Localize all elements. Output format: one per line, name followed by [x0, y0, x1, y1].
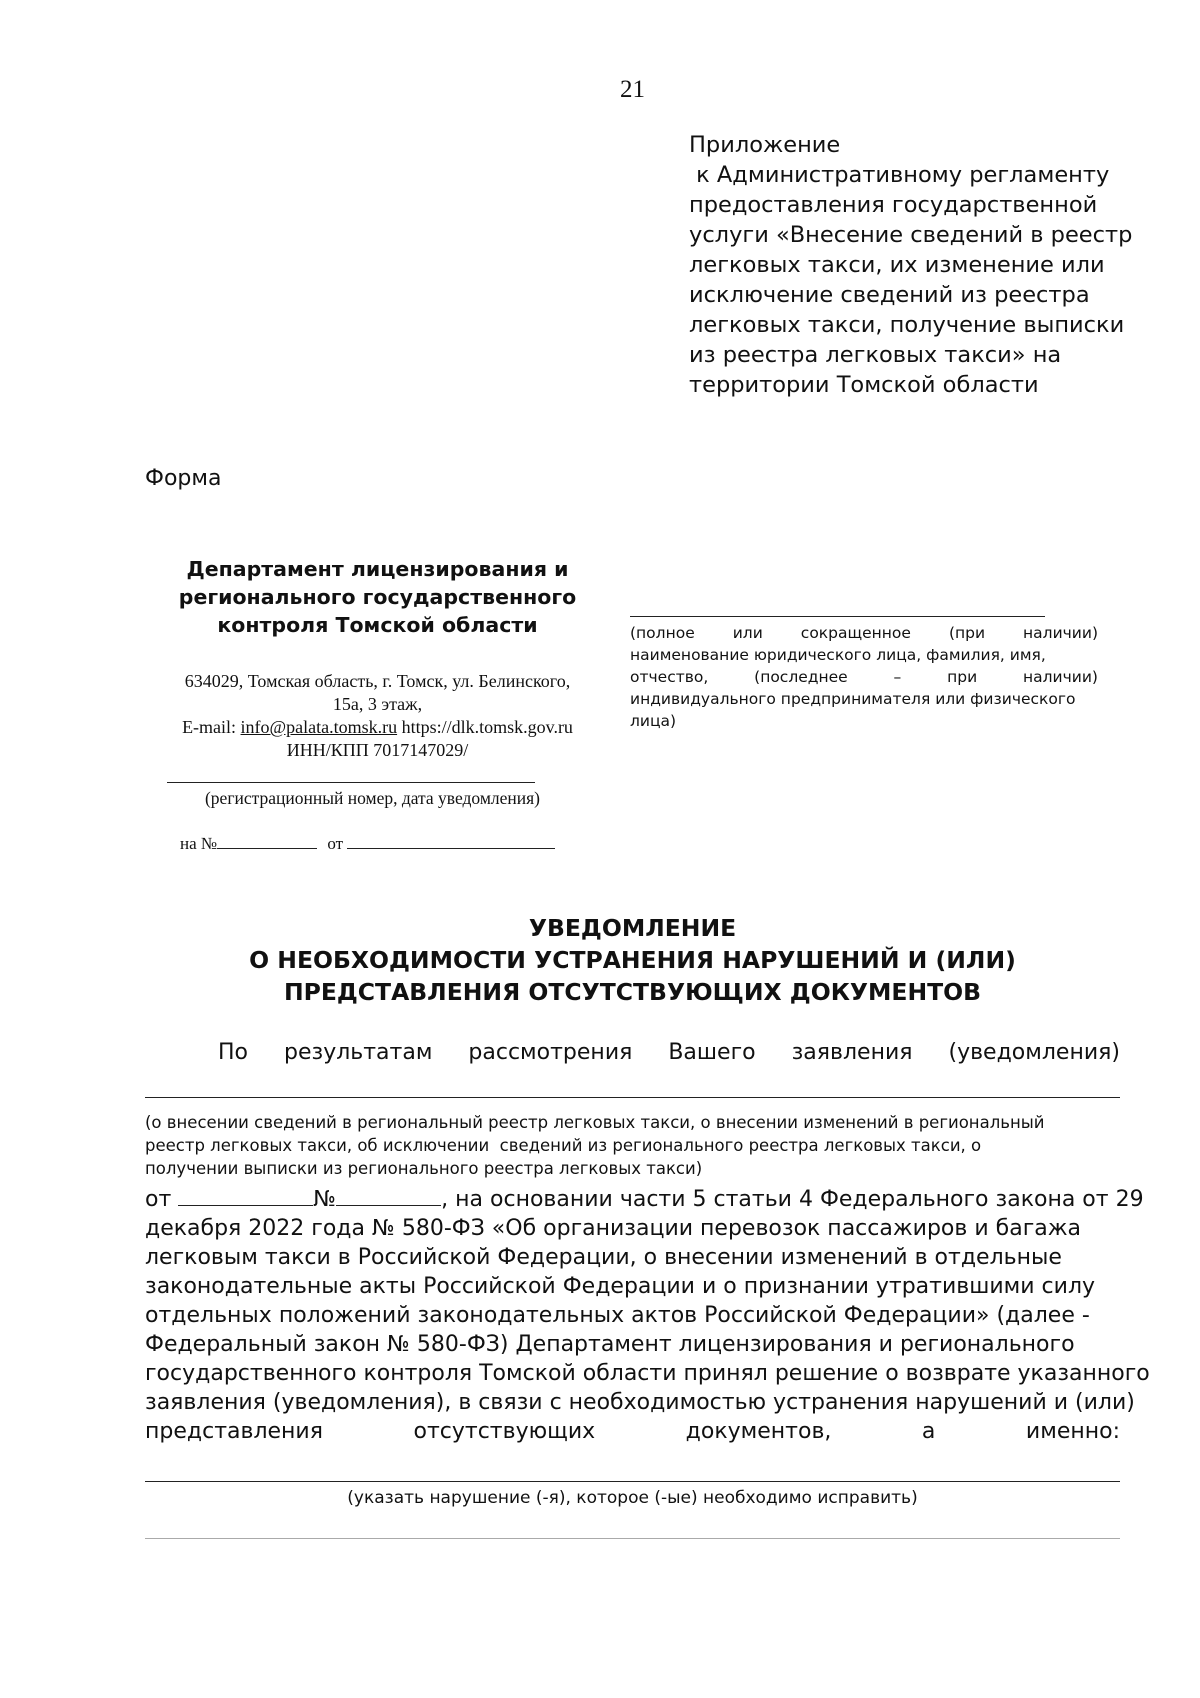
body-line-last: [145, 1417, 1120, 1446]
recipient-caption-line: наименование юридического лица, фамилия, имя,: [630, 646, 1046, 664]
website-text: https://dlk.tomsk.gov.ru: [397, 717, 573, 737]
address-line: 15а, 3 этаж,: [332, 694, 423, 714]
title-line: ПРЕДСТАВЛЕНИЯ ОТСУТСТВУЮЩИХ ДОКУМЕНТОВ: [283, 978, 982, 1006]
caption-word: (при: [948, 624, 986, 642]
violation-caption: (указать нарушение (-я), которое (-ые) необходимо исправить): [347, 1488, 918, 1508]
recipient-name-line[interactable]: [630, 616, 1045, 617]
ot-label: от: [327, 834, 344, 853]
intro-word: По: [218, 1040, 249, 1065]
application-number-field[interactable]: [336, 1187, 441, 1206]
caption-word: наличии): [1022, 668, 1098, 686]
application-date-field[interactable]: [178, 1187, 313, 1206]
body-no-label: №: [313, 1187, 337, 1212]
department-address: [150, 670, 605, 762]
body-line: декабря 2022 года № 580-ФЗ «Об организации перевозок пассажиров и багажа: [145, 1216, 1082, 1241]
intro-word: заявления: [791, 1040, 913, 1065]
notice-body: [145, 1185, 1150, 1446]
application-type-field[interactable]: [145, 1097, 1120, 1098]
form-label: Форма: [145, 466, 222, 491]
body-word: представления: [145, 1419, 323, 1444]
caption-line: (о внесении сведений в региональный реестр легковых такси, о внесении изменений в региональный: [145, 1113, 1045, 1132]
body-line: [145, 1185, 1144, 1214]
reference-number-row: [180, 834, 555, 854]
appendix-line: из реестра легковых такси» на: [689, 342, 1062, 368]
appendix-line: легковых такси, их изменение или: [689, 252, 1105, 278]
appendix-line: исключение сведений из реестра: [689, 282, 1090, 308]
appendix-line: легковых такси, получение выписки: [689, 312, 1125, 338]
recipient-caption: [630, 622, 1098, 732]
intro-word: рассмотрения: [468, 1040, 633, 1065]
intro-line: [218, 1040, 1120, 1065]
appendix-line: к Административному регламенту: [689, 162, 1110, 188]
intro-word: результатам: [284, 1040, 433, 1065]
page-number: 21: [620, 76, 645, 103]
reference-number-field[interactable]: [217, 834, 317, 849]
na-label: на №: [180, 834, 218, 853]
title-line: УВЕДОМЛЕНИЕ: [528, 914, 737, 942]
address-line: 634029, Томская область, г. Томск, ул. Белинского,: [184, 671, 571, 691]
department-name-line: контроля Томской области: [217, 613, 538, 637]
body-line: легковым такси в Российской Федерации, о внесении изменений в отдельные: [145, 1245, 1062, 1270]
appendix-line: территории Томской области: [689, 372, 1039, 398]
caption-word: отчество,: [630, 668, 709, 686]
caption-word: наличии): [1023, 624, 1098, 642]
intro-word: Вашего: [668, 1040, 756, 1065]
body-line: отдельных положений законодательных актов Российской Федерации» (далее -: [145, 1303, 1090, 1328]
recipient-caption-line: [630, 666, 1098, 688]
appendix-block: [689, 130, 1159, 400]
department-name-line: Департамент лицензирования и: [186, 557, 569, 581]
violation-extra-line[interactable]: [145, 1538, 1120, 1539]
body-line: заявления (уведомления), в связи с необходимостью устранения нарушений и (или): [145, 1390, 1135, 1415]
application-caption: [145, 1111, 1120, 1180]
caption-word: –: [893, 668, 902, 686]
recipient-caption-line: [630, 622, 1098, 644]
appendix-line: предоставления государственной: [689, 192, 1098, 218]
body-word: отсутствующих: [413, 1419, 596, 1444]
intro-word: (уведомления): [948, 1040, 1120, 1065]
body-word: именно:: [1025, 1419, 1120, 1444]
recipient-caption-line: индивидуального предпринимателя или физического: [630, 690, 1076, 708]
appendix-line: Приложение: [689, 132, 841, 158]
body-line: государственного контроля Томской области принял решение о возврате указанного: [145, 1361, 1150, 1386]
caption-word: или: [732, 624, 763, 642]
title-line: О НЕОБХОДИМОСТИ УСТРАНЕНИЯ НАРУШЕНИЙ И (ИЛИ): [249, 946, 1016, 974]
caption-line: реестр легковых такси, об исключении сведений из регионального реестра легковых такси, о: [145, 1136, 982, 1155]
registration-number-line[interactable]: [167, 782, 535, 783]
caption-line: получении выписки из регионального реестра легковых такси): [145, 1159, 703, 1178]
recipient-caption-line: лица): [630, 712, 677, 730]
caption-word: (последнее: [754, 668, 848, 686]
body-line-text: , на основании части 5 статьи 4 Федерального закона от 29: [441, 1187, 1144, 1212]
caption-word: при: [947, 668, 978, 686]
caption-word: (полное: [630, 624, 695, 642]
body-word: а: [921, 1419, 936, 1444]
caption-word: сокращенное: [800, 624, 911, 642]
reference-date-field[interactable]: [347, 834, 555, 849]
body-ot-label: от: [145, 1187, 172, 1212]
body-word: документов,: [685, 1419, 832, 1444]
body-line: законодательные акты Российской Федерации и о признании утратившими силу: [145, 1274, 1096, 1299]
notice-title: [145, 912, 1120, 1008]
violation-field[interactable]: [145, 1481, 1120, 1482]
contacts-line: [150, 716, 605, 739]
email-link[interactable]: info@palata.tomsk.ru: [240, 717, 398, 737]
department-name: [150, 555, 605, 639]
inn-line: ИНН/КПП 7017147029/: [286, 740, 469, 760]
department-name-line: регионального государственного: [178, 585, 577, 609]
email-prefix: E-mail:: [182, 717, 241, 737]
registration-caption: (регистрационный номер, дата уведомления): [204, 788, 541, 808]
body-line: Федеральный закон № 580-ФЗ) Департамент лицензирования и регионального: [145, 1332, 1075, 1357]
appendix-line: услуги «Внесение сведений в реестр: [689, 222, 1133, 248]
